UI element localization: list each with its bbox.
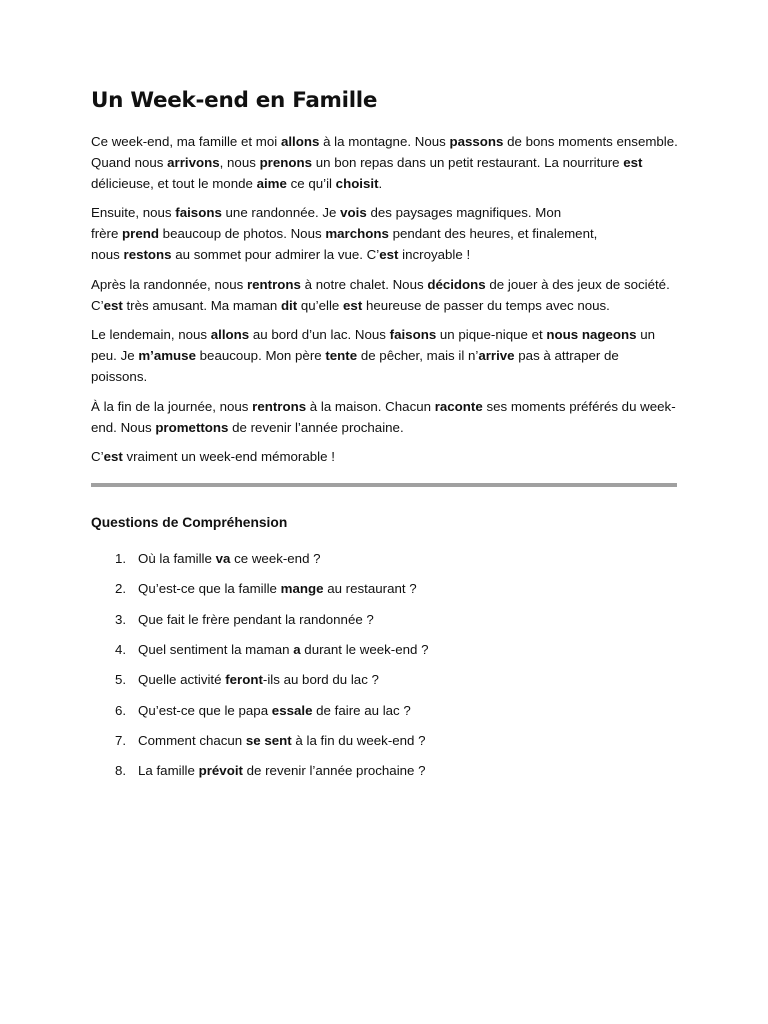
highlighted-verb: allons [280,134,320,149]
highlighted-verb: prend [122,226,159,242]
question-text [138,733,426,748]
highlighted-verb: faisons [175,205,222,221]
highlighted-verb: aime [256,175,287,191]
highlighted-verb: est [623,154,643,170]
question-item [91,611,678,629]
question-number: 3. [115,611,127,627]
highlighted-verb: arrive [478,348,515,364]
question-item [91,732,678,750]
text-run: ce qu’il [286,175,336,191]
text-run: délicieuse, et tout le monde [91,175,257,191]
text-run: à la maison. Chacun [306,398,435,414]
highlighted-verb: rentrons [246,276,301,292]
highlighted-verb: prévoit [198,763,243,779]
text-run: Comment chacun [138,732,246,748]
highlighted-verb: dit [280,297,298,313]
questions-heading: Questions de Compréhension [91,515,288,531]
section-divider [91,483,677,487]
highlighted-verb: se sent [245,732,292,748]
text-run: à notre chalet. Nous [300,276,428,292]
text-run: un peu. Je [91,327,656,364]
text-run: , nous [219,154,260,170]
highlighted-verb: prenons [259,154,313,170]
text-run: de revenir l’année prochaine. [228,419,404,435]
text-run: Que fait le frère pendant la randonnée ? [138,611,374,627]
text-run: incroyable ! [398,246,471,262]
highlighted-verb: faisons [389,327,437,343]
questions-list [91,550,678,780]
story-paragraph-4 [91,325,678,387]
highlighted-verb: est [103,449,123,465]
text-run: Après la randonnée, nous [91,276,247,292]
highlighted-verb: va [215,551,231,567]
highlighted-verb: est [379,246,399,262]
question-number: 1. [115,551,127,567]
question-text [138,703,411,718]
text-run: à la montagne. Nous [319,134,450,149]
text-run: À la fin de la journée, nous [91,398,253,414]
highlighted-verb: tente [325,348,358,364]
text-run: Le lendemain, nous [91,327,211,343]
text-run: nous [91,246,124,262]
question-item [91,641,678,659]
question-text [138,551,321,566]
question-text [138,581,417,596]
text-run: Quel sentiment la maman [138,642,294,658]
text-run: de faire au lac ? [312,702,411,718]
text-run: au restaurant ? [323,581,417,597]
text-run: frère [91,226,123,242]
question-item [91,580,678,598]
highlighted-verb: décidons [427,276,486,292]
highlighted-verb: feront [225,672,263,688]
story-paragraph-5 [91,397,678,439]
highlighted-verb: a [293,642,301,658]
text-run: très amusant. Ma maman [122,297,281,313]
question-number: 5. [115,672,127,688]
text-run: Qu’est-ce que le papa [138,702,272,718]
question-number: 7. [115,732,127,748]
text-run: de bons moments ensemble. Quand nous [91,134,678,170]
highlighted-verb: arrivons [167,154,220,170]
text-run: Qu’est-ce que la famille [138,581,281,597]
text-run: . [378,175,383,191]
highlighted-verb: m’amuse [138,348,196,364]
question-text [138,612,374,627]
text-run: durant le week-end ? [300,642,429,658]
story-text [91,132,678,468]
text-run: beaucoup de photos. Nous [158,226,326,242]
highlighted-verb: mange [280,581,324,597]
question-item [91,762,678,780]
text-run: au bord d’un lac. Nous [249,327,390,343]
story-paragraph-6 [91,447,678,468]
text-run: ce week-end ? [230,551,321,567]
text-run: qu’elle [297,297,344,313]
highlighted-verb: vois [340,205,367,221]
text-run: Quelle activité [138,672,226,688]
story-paragraph-2 [91,203,678,265]
text-run: pendant des heures, et finalement, [388,226,598,242]
text-run: des paysages magnifiques. Mon [366,205,562,221]
text-run: un pique-nique et [436,327,547,343]
question-item [91,702,678,720]
text-run: La famille [138,763,199,779]
text-run: de jouer à des jeux de société. C’ [91,276,670,313]
highlighted-verb: est [343,297,363,313]
text-run: beaucoup. Mon père [195,348,326,364]
highlighted-verb: restons [123,246,172,262]
document-title: Un Week-end en Famille [91,88,378,113]
highlighted-verb: passons [449,134,504,149]
question-text [138,672,379,687]
question-number: 4. [115,642,127,658]
text-run: Ensuite, nous [91,205,176,221]
text-run: -ils au bord du lac ? [262,672,379,688]
question-text [138,763,426,778]
question-text [138,642,429,657]
highlighted-verb: rentrons [252,398,307,414]
highlighted-verb: allons [210,327,250,343]
text-run: Où la famille [138,551,216,567]
question-number: 6. [115,702,127,718]
highlighted-verb: choisit [335,175,379,191]
text-run: à la fin du week-end ? [291,732,426,748]
highlighted-verb: est [103,297,123,313]
question-number: 2. [115,581,127,597]
text-run: C’ [91,449,104,465]
highlighted-verb: raconte [434,398,483,414]
text-run: Ce week-end, ma famille et moi [91,134,281,149]
story-paragraph-3 [91,275,678,317]
text-run: un bon repas dans un petit restaurant. La nourriture [312,154,624,170]
story-paragraph-1 [91,132,678,194]
text-run: vraiment un week-end mémorable ! [122,449,335,465]
text-run: de revenir l’année prochaine ? [242,763,426,779]
text-run: heureuse de passer du temps avec nous. [362,297,610,313]
highlighted-verb: essale [271,702,313,718]
text-run: de pêcher, mais il n’ [357,348,479,364]
text-run: une randonnée. Je [221,205,341,221]
text-run: pas à attraper de poissons. [91,348,619,384]
highlighted-verb: nous nageons [546,327,637,343]
question-item [91,671,678,689]
question-number: 8. [115,763,127,779]
text-run: ses moments préférés du week-end. Nous [91,398,676,435]
highlighted-verb: promettons [155,419,229,435]
question-item [91,550,678,568]
highlighted-verb: marchons [325,226,389,242]
text-run: au sommet pour admirer la vue. C’ [171,246,380,262]
